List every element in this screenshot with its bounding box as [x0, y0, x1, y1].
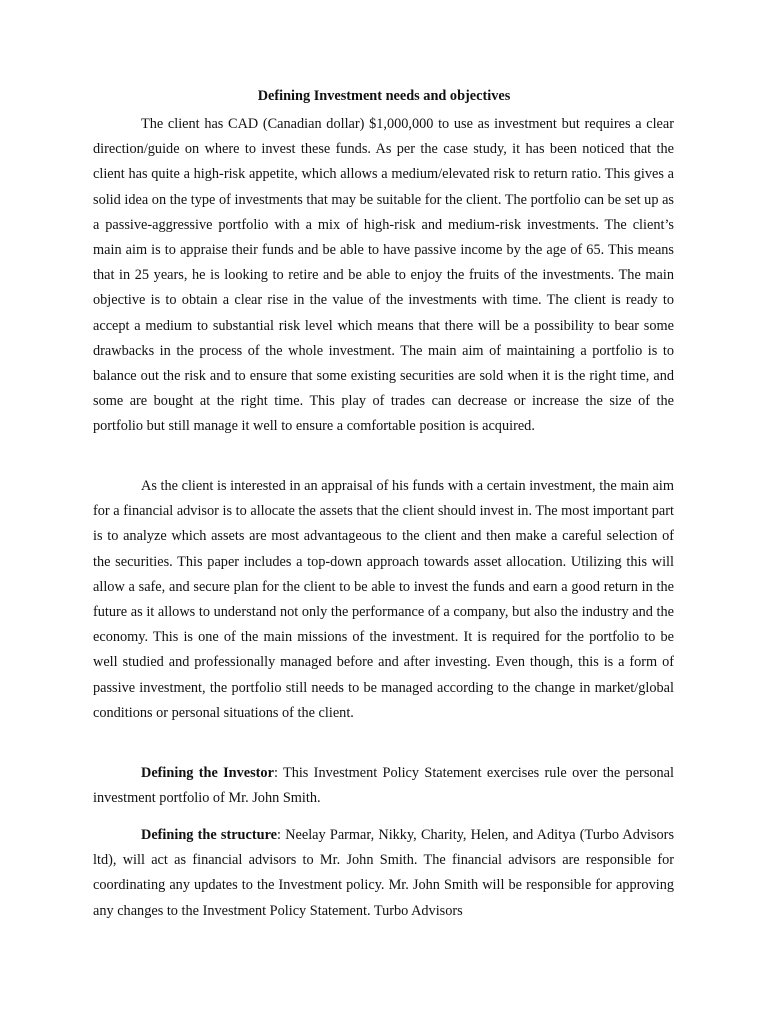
defining-structure-heading: Defining the structure: [141, 827, 278, 843]
paragraph-investment-objectives: The client has CAD (Canadian dollar) $1,000,000 to use as investment but requires a clear direction/guide on where to invest these funds. As per the case study, it has been noticed that the client has quite a high-risk appetite, which allows a medium/elevated risk to return ratio. This gives a solid idea on the type of investments that may be suitable for the client. The portfolio can be set up as a passive-aggressive portfolio with a mix of high-risk and medium-risk investments. The client’s main aim is to appraise their funds and be able to have passive income by the age of 65. This means that in 25 years, he is looking to retire and be able to enjoy the fruits of the investments. The main objective is to obtain a clear rise in the value of the investments with time. The client is ready to accept a medium to substantial risk level which means that there will be a possibility to bear some drawbacks in the process of the whole investment. The main aim of maintaining a portfolio is to balance out the risk and to ensure that some existing securities are sold when it is the right time, and some are bought at the right time. This play of trades can decrease or increase the size of the portfolio but still manage it well to ensure a comfortable position is acquired.: [93, 116, 674, 435]
document-title: Defining Investment needs and objectives: [257, 88, 511, 104]
defining-investor-text: : This Investment Policy Statement exercises rule over the personal investment portfolio of Mr. John Smith.: [93, 765, 674, 807]
paragraph-defining-structure: [93, 823, 674, 924]
paragraph-asset-allocation: As the client is interested in an appraisal of his funds with a certain investment, the main aim for a financial advisor is to allocate the assets that the client should invest in. The most important part is to analyze which assets are most advantageous to the client and then make a careful selection of the securities. This paper includes a top-down approach towards asset allocation. Utilizing this will allow a safe, and secure plan for the client to be able to invest the funds and earn a good return in the future as it allows to understand not only the performance of a company, but also the industry and the economy. This is one of the main missions of the investment. It is required for the portfolio to be well studied and professionally managed before and after investing. Even though, this is a form of passive investment, the portfolio still needs to be managed according to the change in market/global conditions or personal situations of the client.: [93, 478, 674, 721]
defining-investor-heading: Defining the Investor: [141, 765, 274, 781]
defining-structure-text: : Neelay Parmar, Nikky, Charity, Helen, and Aditya (Turbo Advisors ltd), will act as financial advisors to Mr. John Smith. The financial advisors are responsible for coordinating any updates to the Investment policy. Mr. John Smith will be responsible for approving any changes to the Investment Policy Statement. Turbo Advisors: [93, 827, 675, 919]
paragraph-defining-investor: [93, 761, 674, 811]
